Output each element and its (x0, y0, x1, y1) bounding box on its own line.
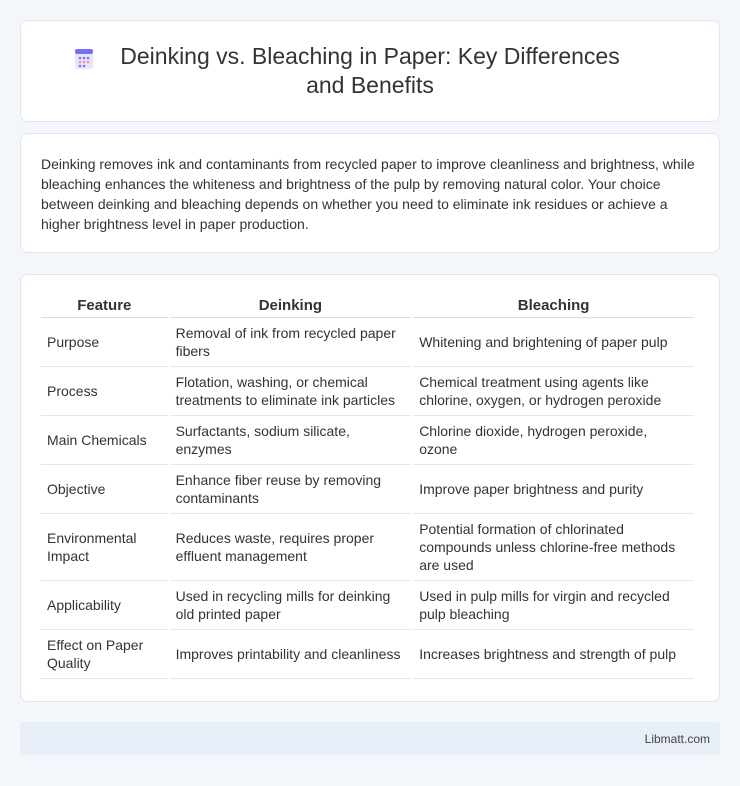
feature-cell: Process (41, 367, 168, 416)
header-deinking: Deinking (170, 293, 412, 318)
footer (20, 722, 720, 755)
header-card (20, 20, 720, 122)
header-feature: Feature (41, 293, 168, 318)
bleaching-cell: Chlorine dioxide, hydrogen peroxide, ozone (413, 416, 694, 465)
comparison-card (20, 274, 720, 702)
footer-site-link[interactable]: Libmatt.com (644, 731, 710, 746)
table-row (41, 416, 694, 465)
feature-cell: Objective (41, 465, 168, 514)
deinking-cell: Flotation, washing, or chemical treatments to eliminate ink particles (170, 367, 412, 416)
table-row (41, 318, 694, 367)
deinking-cell: Surfactants, sodium silicate, enzymes (170, 416, 412, 465)
table-row (41, 514, 694, 581)
feature-cell: Applicability (41, 581, 168, 630)
bleaching-cell: Chemical treatment using agents like chlorine, oxygen, or hydrogen peroxide (413, 367, 694, 416)
bleaching-cell: Improve paper brightness and purity (413, 465, 694, 514)
deinking-cell: Used in recycling mills for deinking old printed paper (170, 581, 412, 630)
deinking-cell: Reduces waste, requires proper effluent management (170, 514, 412, 581)
table-header-row (41, 293, 694, 318)
comparison-table (39, 293, 696, 679)
deinking-cell: Enhance fiber reuse by removing contaminants (170, 465, 412, 514)
deinking-cell: Removal of ink from recycled paper fibers (170, 318, 412, 367)
deinking-cell: Improves printability and cleanliness (170, 630, 412, 679)
bleaching-cell: Whitening and brightening of paper pulp (413, 318, 694, 367)
feature-cell: Environmental Impact (41, 514, 168, 581)
table-row (41, 465, 694, 514)
page-title: Deinking vs. Bleaching in Paper: Key Differences and Benefits (120, 43, 620, 98)
table-row (41, 367, 694, 416)
bleaching-cell: Potential formation of chlorinated compounds unless chlorine-free methods are used (413, 514, 694, 581)
header-bleaching: Bleaching (413, 293, 694, 318)
intro-paragraph: Deinking removes ink and contaminants from recycled paper to improve cleanliness and brightness, while bleaching enhances the whiteness and brightness of the pulp by removing natural color. Your choice between deinking and bleaching depends on whether you need to eliminate ink residues or achieve a higher brightness level in paper production. (41, 156, 695, 232)
bleaching-cell: Increases brightness and strength of pulp (413, 630, 694, 679)
feature-cell: Main Chemicals (41, 416, 168, 465)
intro-card (20, 133, 720, 253)
bleaching-cell: Used in pulp mills for virgin and recycled pulp bleaching (413, 581, 694, 630)
feature-cell: Purpose (41, 318, 168, 367)
table-row (41, 581, 694, 630)
feature-cell: Effect on Paper Quality (41, 630, 168, 679)
table-row (41, 630, 694, 679)
